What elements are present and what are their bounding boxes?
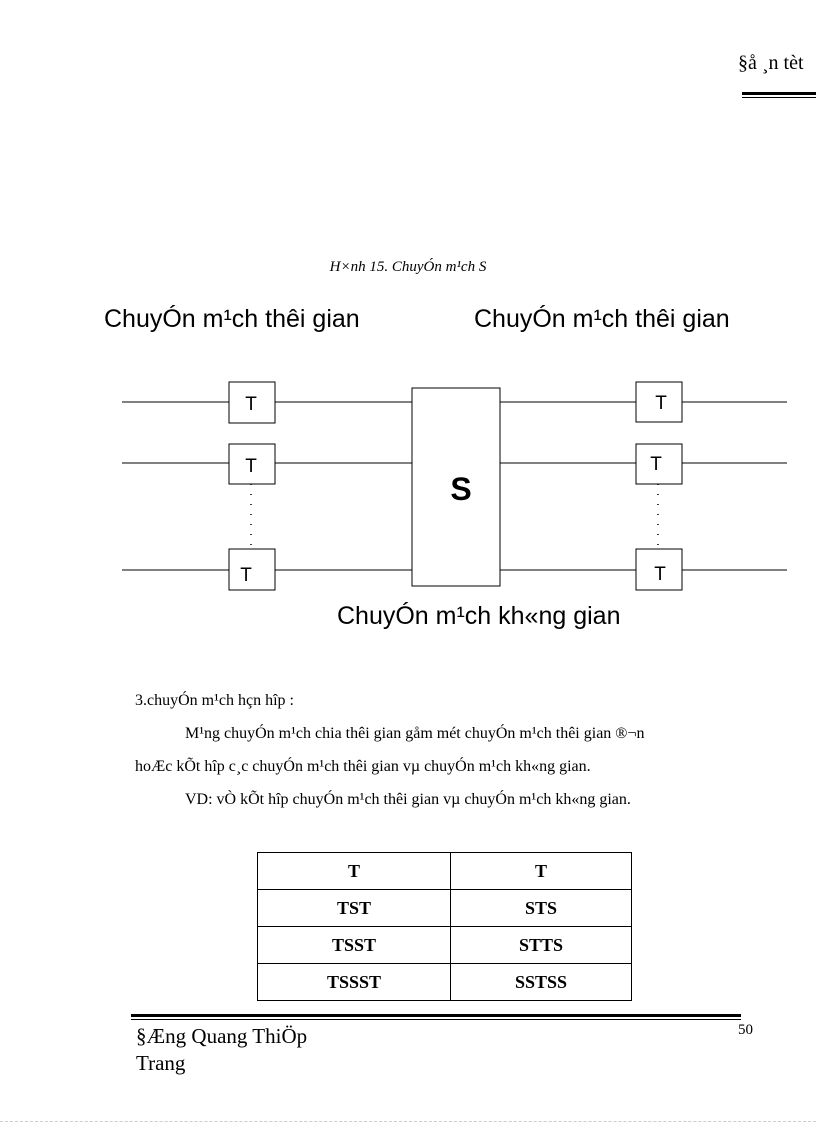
page-number: 50 — [738, 1022, 753, 1038]
time-box-label: T — [654, 564, 666, 585]
time-box-left-3 — [229, 549, 275, 590]
footer-rule — [131, 1014, 741, 1017]
time-box-label: T — [655, 393, 667, 414]
section-heading: 3.chuyÓn m¹ch hçn hîp : — [135, 692, 294, 709]
time-box-label: T — [245, 394, 257, 415]
paragraph-line: VD: vÒ kÕt hîp chuyÓn m¹ch thêi gian vµ chuyÓn m¹ch kh«ng gian. — [185, 791, 631, 808]
table-row — [258, 853, 632, 890]
label-time-switch-right: ChuyÓn m¹ch thêi gian — [474, 305, 730, 333]
footer-author-line: Trang — [136, 1051, 186, 1075]
footer-author-line: §Æng Quang ThiÖp — [136, 1024, 308, 1048]
paragraph-line: M¹ng chuyÓn m¹ch chia thêi gian gåm mét chuyÓn m¹ch thêi gian ®¬n — [185, 725, 645, 742]
table-cell: SSTSS — [451, 964, 632, 1001]
table-cell: TSST — [258, 927, 451, 964]
time-box-label: T — [245, 456, 257, 477]
table-row — [258, 964, 632, 1001]
footer-rule-thin — [131, 1019, 741, 1020]
figure-caption: H×nh 15. ChuyÓn m¹ch S — [329, 259, 487, 275]
time-box-label: T — [240, 565, 252, 586]
header-title: §å ¸n tèt — [738, 52, 804, 74]
table-row — [258, 890, 632, 927]
time-box-label: T — [650, 454, 662, 475]
table-cell: STTS — [451, 927, 632, 964]
page-bottom-edge — [0, 1121, 816, 1122]
table-cell: TST — [258, 890, 451, 927]
switch-combination-table — [257, 852, 632, 1001]
table-cell: T — [451, 853, 632, 890]
label-space-switch: ChuyÓn m¹ch kh«ng gian — [337, 602, 621, 630]
space-box-label: S — [450, 471, 472, 507]
footer-author — [136, 1023, 307, 1077]
paragraph-line: hoÆc kÕt hîp c¸c chuyÓn m¹ch thêi gian vµ chuyÓn m¹ch kh«ng gian. — [135, 758, 591, 775]
table-row — [258, 927, 632, 964]
table-cell: T — [258, 853, 451, 890]
label-time-switch-left: ChuyÓn m¹ch thêi gian — [104, 305, 360, 333]
table-cell: STS — [451, 890, 632, 927]
table-cell: TSSST — [258, 964, 451, 1001]
